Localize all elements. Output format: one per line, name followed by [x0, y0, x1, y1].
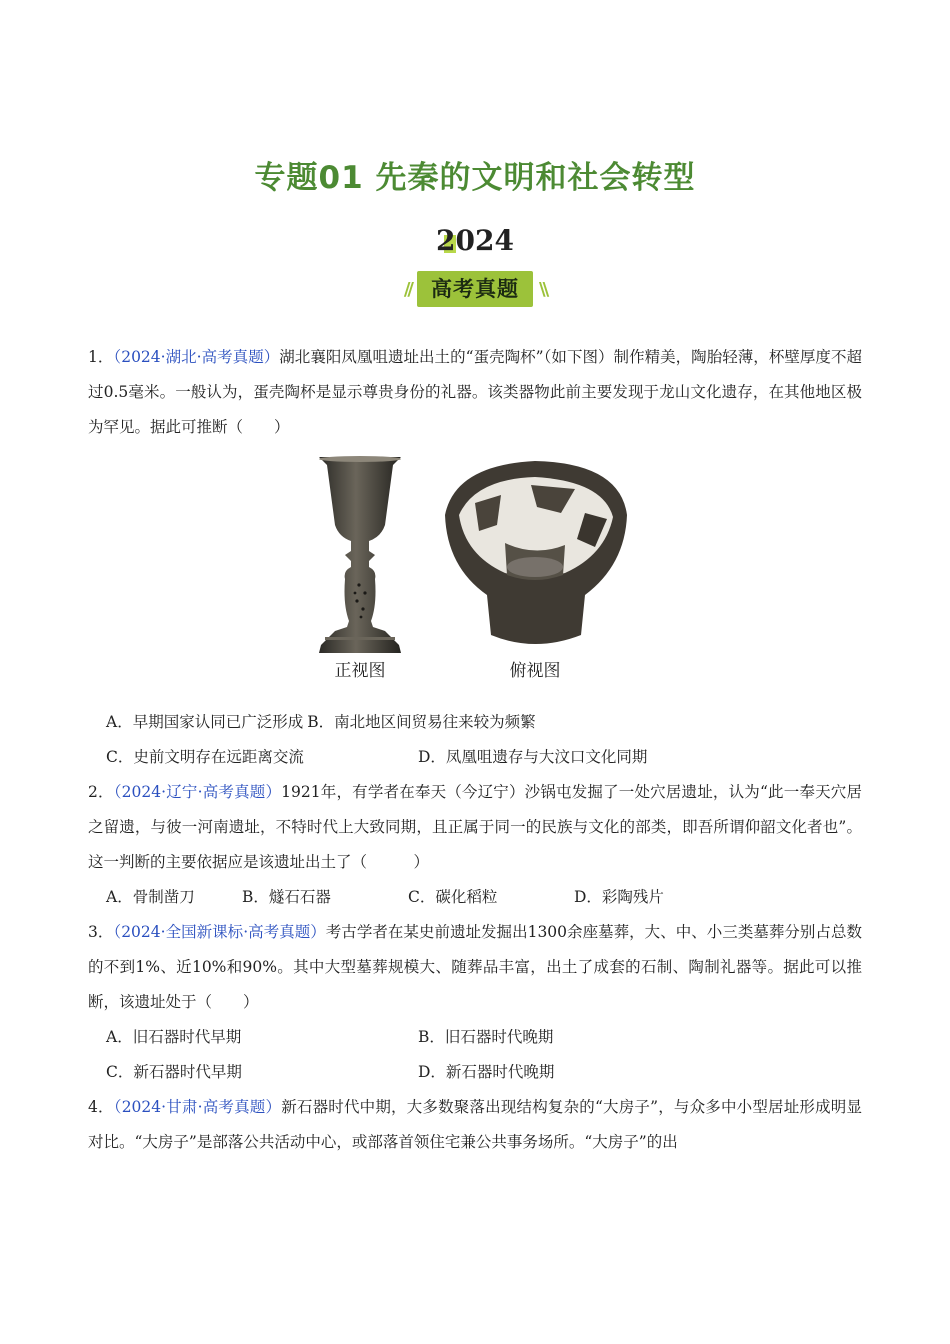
option-c: C．新石器时代早期 — [106, 1063, 242, 1081]
option-d: D．凤凰咀遗存与大汶口文化同期 — [418, 748, 648, 766]
eggshell-cup-figure — [88, 455, 862, 683]
question-1 — [88, 340, 862, 445]
question-stem: 新石器时代中期，大多数聚落出现结构复杂的“大房子”，与众多中小型居址形成明显对比。“大房子”是部落公共活动中心，或部落首领住宅兼公共事务场所。“大房子”的出 — [88, 1098, 862, 1151]
option-b: B．南北地区间贸易往来较为频繁 — [307, 713, 536, 731]
backslash-decoration-icon: \\ — [539, 278, 547, 300]
options-row — [88, 740, 862, 775]
section-banner — [0, 271, 950, 307]
option-c: C．史前文明存在远距离交流 — [106, 748, 304, 766]
slash-decoration-icon: // — [403, 278, 411, 300]
options-row — [88, 705, 862, 740]
question-3 — [88, 915, 862, 1020]
option-c: C．碳化稻粒 — [408, 888, 498, 906]
front-view-figure — [315, 455, 405, 683]
year-heading: 2024 — [436, 224, 514, 257]
banner-label: 高考真题 — [417, 271, 533, 307]
question-stem: 湖北襄阳凤凰咀遗址出土的“蛋壳陶杯”（如下图）制作精美，陶胎轻薄，杯壁厚度不超过0.5毫米。一般认为，蛋壳陶杯是显示尊贵身份的礼器。该类器物此前主要发现于龙山文化遗存，在其他地区极为罕见。据此可推断（ ） — [88, 348, 862, 436]
question-number: 1． — [88, 348, 114, 366]
question-list — [88, 340, 862, 1160]
question-source: （2024·甘肃·高考真题） — [113, 1098, 282, 1116]
front-view-caption: 正视图 — [334, 661, 386, 681]
top-view-caption: 俯视图 — [509, 661, 561, 681]
option-b: B．旧石器时代晚期 — [418, 1028, 554, 1046]
option-d: D．新石器时代晚期 — [418, 1063, 555, 1081]
question-source: （2024·全国新课标·高考真题） — [113, 923, 326, 941]
question-2 — [88, 775, 862, 880]
question-number: 4． — [88, 1098, 114, 1116]
options-row — [88, 1055, 862, 1090]
front-view-cup-image — [315, 455, 405, 655]
question-number: 2． — [88, 783, 114, 801]
top-view-figure — [435, 455, 635, 683]
question-4 — [88, 1090, 862, 1160]
question-stem: 1921年，有学者在奉天（今辽宁）沙锅屯发掘了一处穴居遗址，认为“此一奉天穴居之留遗，与彼一河南遗址，不特时代上大致同期，且正属于同一的民族与文化的部类，即吾所谓仰韶文化者也”。这一判断的主要依据应是该遗址出土了（ ） — [88, 783, 862, 871]
option-a: A．骨制凿刀 — [106, 888, 195, 906]
page-title: 专题01 先秦的文明和社会转型 — [254, 160, 696, 196]
option-d: D．彩陶残片 — [574, 888, 664, 906]
question-source: （2024·辽宁·高考真题） — [113, 783, 282, 801]
options-row — [88, 1020, 862, 1055]
option-a: A．旧石器时代早期 — [106, 1028, 242, 1046]
question-source: （2024·湖北·高考真题） — [113, 348, 280, 366]
option-b: B．燧石石器 — [242, 888, 331, 906]
top-view-cup-image — [435, 455, 635, 655]
question-number: 3． — [88, 923, 114, 941]
question-stem: 考古学者在某史前遗址发掘出1300余座墓葬，大、中、小三类墓葬分别占总数的不到1%、近10%和90%。其中大型墓葬规模大、随葬品丰富，出土了成套的石制、陶制礼器等。据此可以推断，该遗址处于（ ） — [88, 923, 862, 1011]
options-row — [88, 880, 862, 915]
option-a: A．早期国家认同已广泛形成 — [106, 713, 304, 731]
